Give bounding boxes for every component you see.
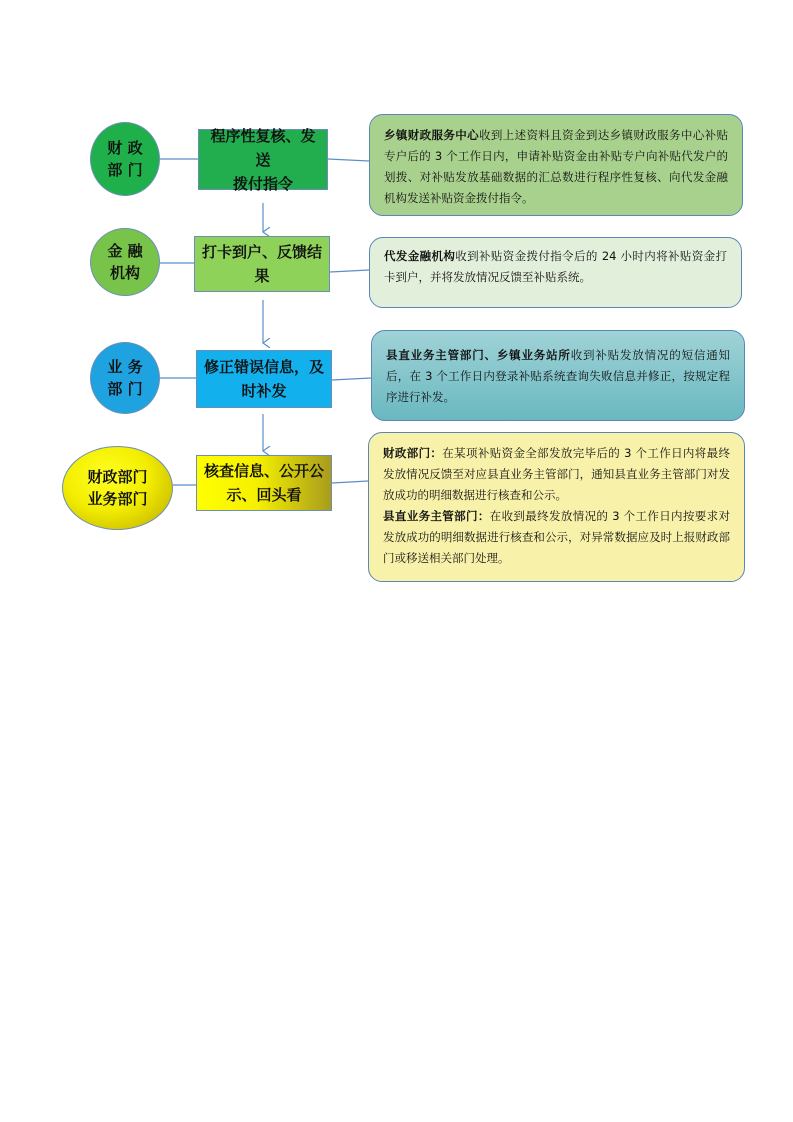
note-paragraph [383, 443, 730, 506]
circle-finance-dept [90, 122, 160, 196]
step-label-line: 程序性复核、发送 [210, 126, 316, 169]
step-box-review-send [198, 126, 328, 193]
circle-label-line: 金 融 [107, 242, 143, 260]
note-paragraph [383, 506, 730, 569]
note-bold-lead: 县直业务主管部门、乡镇业务站所 [386, 348, 571, 362]
step-label-line: 核查信息、公开公 [203, 462, 324, 480]
step-box-correct-reissue [196, 350, 332, 408]
note-text: 在收到最终发放情况的 3 个工作日内按要求对发放成功的明细数据进行核查和公示，对异常数据应及时上报财政部门或移送相关部门处理。 [383, 509, 730, 565]
step-label-line: 果 [254, 267, 270, 285]
note-township-finance [369, 114, 743, 216]
connector-box-note-4 [332, 481, 368, 483]
connector-box-note-1 [328, 159, 369, 161]
circle-label-line: 部 门 [107, 161, 143, 179]
circle-label-line: 财政部门 [87, 468, 148, 486]
step-label-line: 拨付指令 [232, 174, 293, 193]
note-agent-bank [369, 237, 742, 308]
step-label-line: 示、回头看 [226, 486, 302, 504]
note-paragraph [384, 246, 727, 288]
step-label-line: 时补发 [241, 382, 287, 400]
note-text: 在某项补贴资金全部发放完毕后的 3 个工作日内将最终发放情况反馈至对应县直业务主管部门，通知县直业务主管部门对发放成功的明细数据进行核查和公示。 [383, 446, 731, 502]
circle-label-line: 机构 [109, 264, 140, 282]
note-bold-lead: 县直业务主管部门： [383, 509, 490, 523]
note-text: 收到上述资料且资金到达乡镇财政服务中心补贴专户后的 3 个工作日内，申请补贴资金由补贴专户向补贴代发户的划拨、对补贴发放基础数据的汇总数进行程序性复核、向代发金融机构发送补贴资金拨付指令。 [384, 128, 728, 205]
note-text: 收到补贴资金拨付指令后的 24 小时内将补贴资金打卡到户，并将发放情况反馈至补贴系统。 [384, 249, 727, 284]
connector-box-note-3 [332, 378, 371, 380]
circle-label-line: 财 政 [107, 139, 143, 157]
connector-box-note-2 [330, 270, 369, 272]
note-verification [368, 432, 745, 582]
circle-business-dept [90, 342, 160, 414]
note-paragraph [384, 125, 728, 209]
note-text: 收到补贴发放情况的短信通知后，在 3 个工作日内登录补贴系统查询失败信息并修正，按规定程序进行补发。 [386, 348, 731, 404]
note-bold-lead: 乡镇财政服务中心 [384, 128, 479, 142]
step-box-verify-publicize [196, 455, 332, 511]
circle-label-line: 业务部门 [87, 490, 148, 508]
note-county-business [371, 330, 745, 421]
circle-financial-institution [90, 228, 160, 296]
circle-finance-business-dept [62, 446, 173, 530]
note-bold-lead: 财政部门： [383, 446, 443, 460]
note-bold-lead: 代发金融机构 [384, 249, 456, 263]
step-label-line: 修正错误信息，及 [203, 358, 324, 376]
step-box-card-feedback [194, 236, 330, 292]
step-label-line: 打卡到户、反馈结 [201, 243, 322, 261]
circle-label-line: 部 门 [107, 380, 143, 398]
circle-label-line: 业 务 [107, 358, 143, 376]
note-paragraph [386, 345, 730, 408]
